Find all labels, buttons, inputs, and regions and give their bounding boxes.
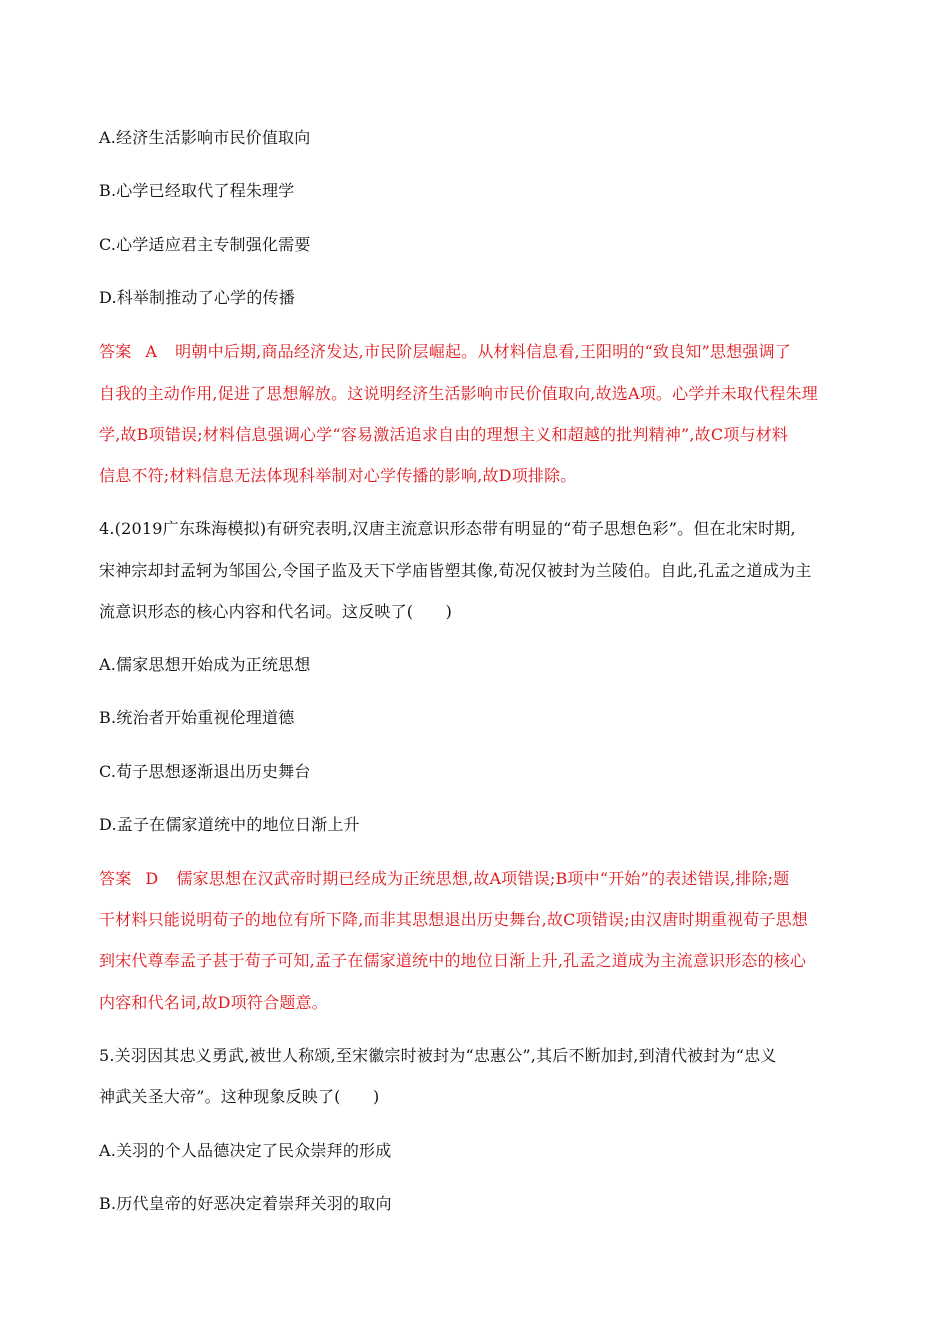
- q3-answer-line-1: [99, 342, 791, 362]
- q4-option-b: B.统治者开始重视伦理道德: [99, 708, 295, 727]
- q4-answer-line-1: [99, 869, 789, 889]
- q3-answer-label: 答案: [99, 342, 132, 361]
- q4-answer-line-3: 到宋代尊奉孟子甚于荀子可知,孟子在儒家道统中的地位日渐上升,孔孟之道成为主流意识形态的核心: [99, 951, 807, 970]
- q5-option-a: A.关羽的个人品德决定了民众崇拜的形成: [99, 1141, 392, 1160]
- q5-option-b: B.历代皇帝的好恶决定着崇拜关羽的取向: [99, 1194, 392, 1213]
- q4-option-d: D.孟子在儒家道统中的地位日渐上升: [99, 815, 360, 834]
- q4-answer-label: 答案: [99, 869, 132, 888]
- q3-option-c: C.心学适应君主专制强化需要: [99, 235, 311, 254]
- q5-stem-line-2: 神武关圣大帝”。这种现象反映了( ): [99, 1087, 380, 1106]
- q4-option-a: A.儒家思想开始成为正统思想: [99, 655, 311, 674]
- q4-answer-text-1: 儒家思想在汉武帝时期已经成为正统思想,故A项错误;B项中“开始”的表述错误,排除;题: [176, 869, 790, 888]
- q4-answer-line-4: 内容和代名词,故D项符合题意。: [99, 993, 328, 1012]
- q3-answer-line-2: 自我的主动作用,促进了思想解放。这说明经济生活影响市民价值取向,故选A项。心学并未取代程朱理: [99, 384, 818, 403]
- q3-answer-text-1: 明朝中后期,商品经济发达,市民阶层崛起。从材料信息看,王阳明的“致良知”思想强调了: [175, 342, 791, 361]
- q4-stem-line-1: 4.(2019广东珠海模拟)有研究表明,汉唐主流意识形态带有明显的“荀子思想色彩”。但在北宋时期,: [99, 519, 796, 538]
- q4-answer-key: D: [145, 869, 159, 888]
- q3-option-a: A.经济生活影响市民价值取向: [99, 128, 311, 147]
- q4-stem-line-2: 宋神宗却封孟轲为邹国公,令国子监及天下学庙皆塑其像,荀况仅被封为兰陵伯。自此,孔孟之道成为主: [99, 561, 812, 580]
- q3-option-b: B.心学已经取代了程朱理学: [99, 181, 295, 200]
- q3-answer-key: A: [145, 342, 158, 361]
- q3-option-d: D.科举制推动了心学的传播: [99, 288, 295, 307]
- q4-answer-line-2: 干材料只能说明荀子的地位有所下降,而非其思想退出历史舞台,故C项错误;由汉唐时期重视荀子思想: [99, 910, 809, 929]
- q5-stem-line-1: 5.关羽因其忠义勇武,被世人称颂,至宋徽宗时被封为“忠惠公”,其后不断加封,到清代被封为“忠义: [99, 1046, 777, 1065]
- q4-option-c: C.荀子思想逐渐退出历史舞台: [99, 762, 311, 781]
- q3-answer-line-4: 信息不符;材料信息无法体现科举制对心学传播的影响,故D项排除。: [99, 466, 577, 485]
- q3-answer-line-3: 学,故B项错误;材料信息强调心学“容易激活追求自由的理想主义和超越的批判精神”,故C项与材料: [99, 425, 789, 444]
- q4-stem-line-3: 流意识形态的核心内容和代名词。这反映了( ): [99, 602, 453, 621]
